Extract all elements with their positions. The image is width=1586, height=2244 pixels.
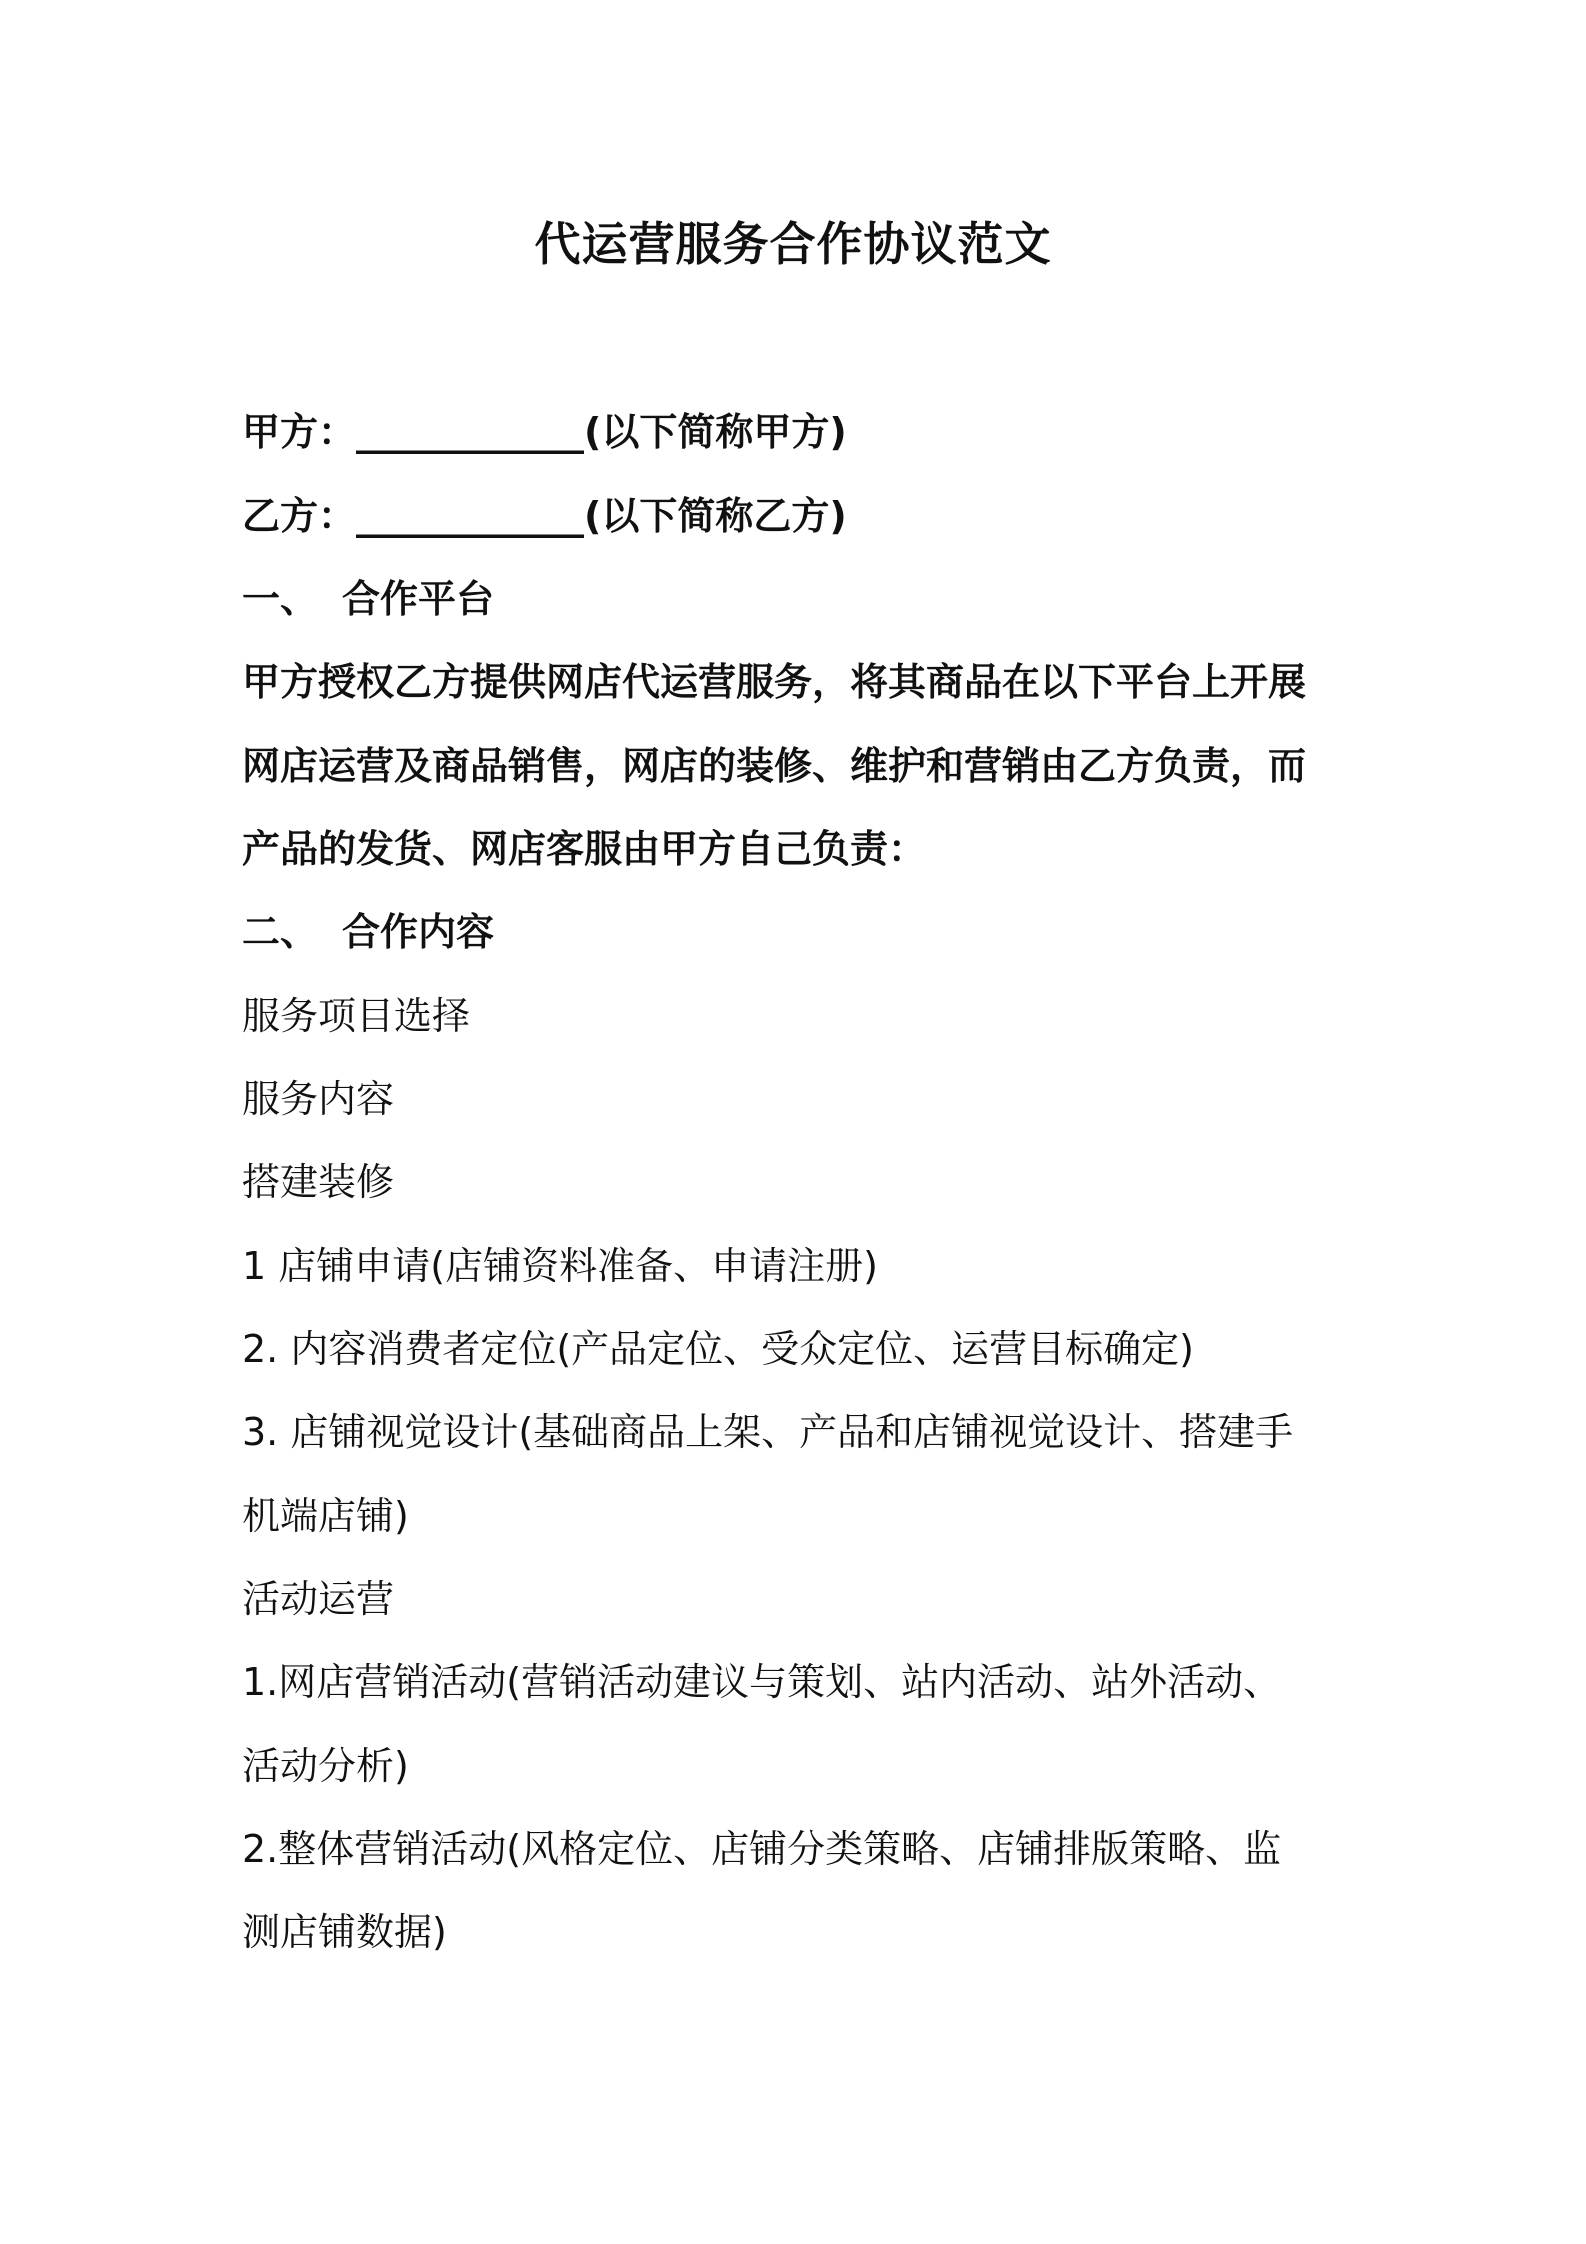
list-item-store-application: 1 店铺申请(店铺资料准备、申请注册) [242,1244,878,1288]
list-item-overall-marketing-cont: 测店铺数据) [242,1910,447,1954]
section-1-paragraph-line: 网店运营及商品销售，网店的装修、维护和营销由乙方负责，而 [242,744,1307,788]
service-content-line: 服务内容 [242,1077,395,1121]
section-2-number: 二、 [242,910,319,954]
party-b-line: 乙方：____________(以下简称乙方) [242,494,847,538]
party-a-line: 甲方：____________(以下简称甲方) [242,410,847,454]
list-item-overall-marketing: 2.整体营销活动(风格定位、店铺分类策略、店铺排版策略、监 [242,1827,1282,1871]
section-2-title: 合作内容 [342,910,495,954]
section-2-heading [242,904,494,960]
section-1-heading [242,571,494,627]
list-item-store-marketing: 1.网店营销活动(营销活动建议与策划、站内活动、站外活动、 [242,1660,1282,1704]
list-item-visual-design: 3. 店铺视觉设计(基础商品上架、产品和店铺视觉设计、搭建手 [242,1410,1294,1454]
section-1-title: 合作平台 [342,577,495,621]
list-item-store-marketing-cont: 活动分析) [242,1744,409,1788]
section-1-paragraph-line: 产品的发货、网店客服由甲方自己负责： [242,827,927,871]
document-title: 代运营服务合作协议范文 [534,217,1052,271]
service-item-select-line: 服务项目选择 [242,994,471,1038]
section-1-number: 一、 [242,577,319,621]
list-item-consumer-positioning: 2. 内容消费者定位(产品定位、受众定位、运营目标确定) [242,1327,1194,1371]
activity-operation-line: 活动运营 [242,1577,395,1621]
section-1-paragraph-line: 甲方授权乙方提供网店代运营服务，将其商品在以下平台上开展 [242,660,1307,704]
build-decorate-line: 搭建装修 [242,1160,395,1204]
list-item-visual-design-cont: 机端店铺) [242,1494,409,1538]
